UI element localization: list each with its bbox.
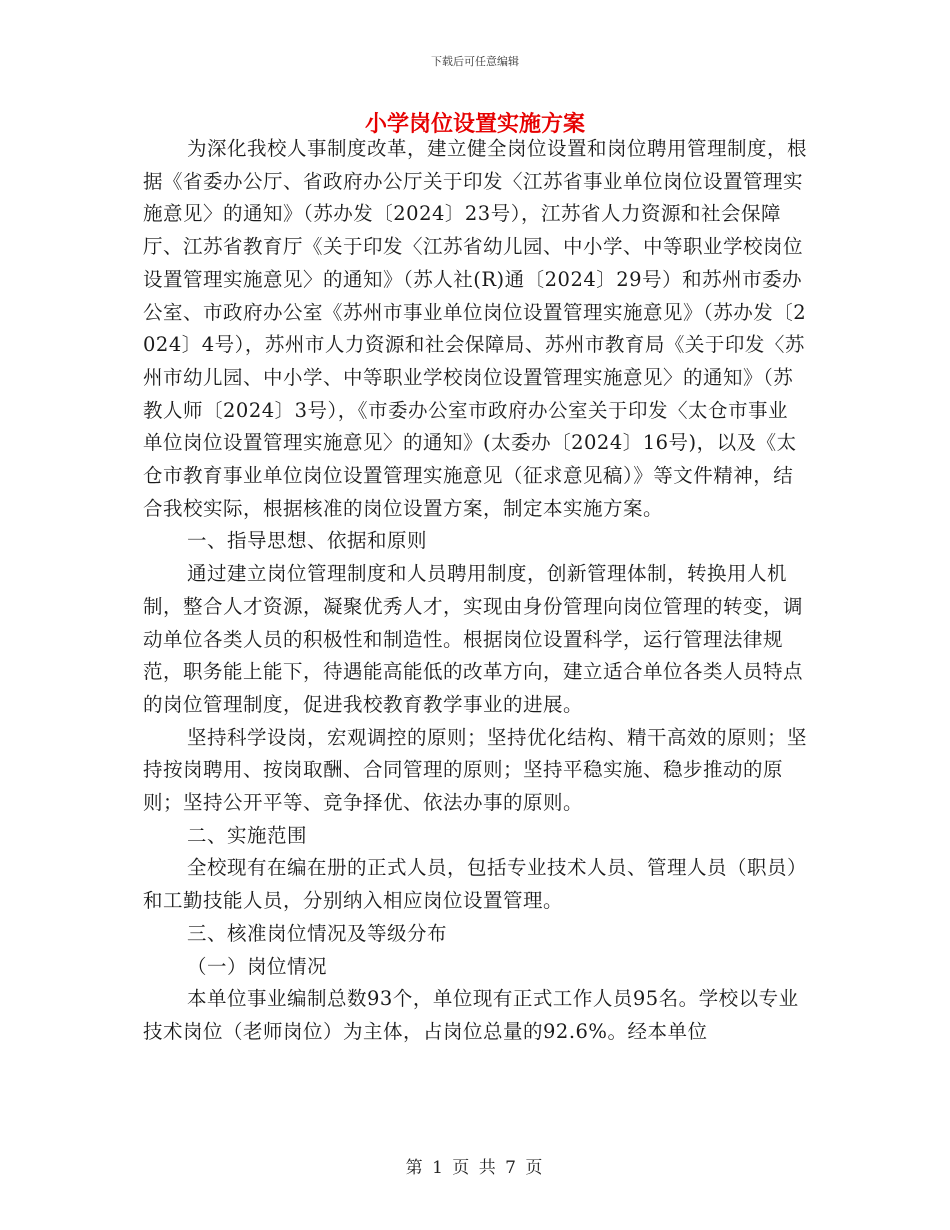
paragraph-guiding-thought: 通过建立岗位管理制度和人员聘用制度，创新管理体制，转换用人机制，整合人才资源，凝聚优秀人才，实现由身份管理向岗位管理的转变，调动单位各类人员的积极性和制造性。根据岗位设置科学，运行管理法律规范，职务能上能下，待遇能高能低的改革方向，建立适合单位各类人员特点的岗位管理制度，促进我校教育教学事业的进展。 (143, 562, 804, 716)
header-note: 下载后可任意编辑 (431, 55, 519, 68)
paragraph-intro: 为深化我校人事制度改革，建立健全岗位设置和岗位聘用管理制度，根据《省委办公厅、省政府办公厅关于印发〈江苏省事业单位岗位设置管理实施意见〉的通知》（苏办发〔2024〕23号），江苏省人力资源和社会保障厅、江苏省教育厅《关于印发〈江苏省幼儿园、中小学、中等职业学校岗位设置管理实施意见〉的通知》（苏人社(R)通〔2024〕29号）和苏州市委办公室、市政府办公室《苏州市事业单位岗位设置管理实施意见》（苏办发〔2024〕4号），苏州市人力资源和社会保障局、苏州市教育局《关于印发〈苏州市幼儿园、中小学、中等职业学校岗位设置管理实施意见〉的通知》（苏教人师〔2024〕3号），《市委办公室市政府办公室关于印发〈太仓市事业单位岗位设置管理实施意见〉的通知》(太委办〔2024〕16号)，以及《太仓市教育事业单位岗位设置管理实施意见（征求意见稿）》等文件精神，结合我校实际，根据核准的岗位设置方案，制定本实施方案。 (143, 137, 808, 520)
subsection-heading-1: （一）岗位情况 (187, 954, 328, 978)
document-title: 小学岗位设置实施方案 (364, 112, 585, 137)
paragraph-scope: 全校现有在编在册的正式人员，包括专业技术人员、管理人员（职员）和工勤技能人员，分别纳入相应岗位设置管理。 (143, 856, 808, 913)
document-body (143, 133, 808, 1049)
page-footer: 第 1 页 共 7 页 (405, 1158, 545, 1178)
paragraph-post-situation: 本单位事业编制总数93个，单位现有正式工作人员95名。学校以专业技术岗位（老师岗位）为主体，占岗位总量的92.6%。经本单位 (143, 987, 799, 1043)
paragraph-principles: 坚持科学设岗，宏观调控的原则；坚持优化结构、精干高效的原则；坚持按岗聘用、按岗取酬、合同管理的原则；坚持平稳实施、稳步推动的原则；坚持公开平等、竞争择优、依法办事的原则。 (143, 725, 808, 815)
section-heading-1: 一、指导思想、依据和原则 (187, 529, 428, 553)
section-heading-2: 二、实施范围 (187, 823, 308, 847)
section-heading-3: 三、核准岗位情况及等级分布 (187, 921, 448, 945)
